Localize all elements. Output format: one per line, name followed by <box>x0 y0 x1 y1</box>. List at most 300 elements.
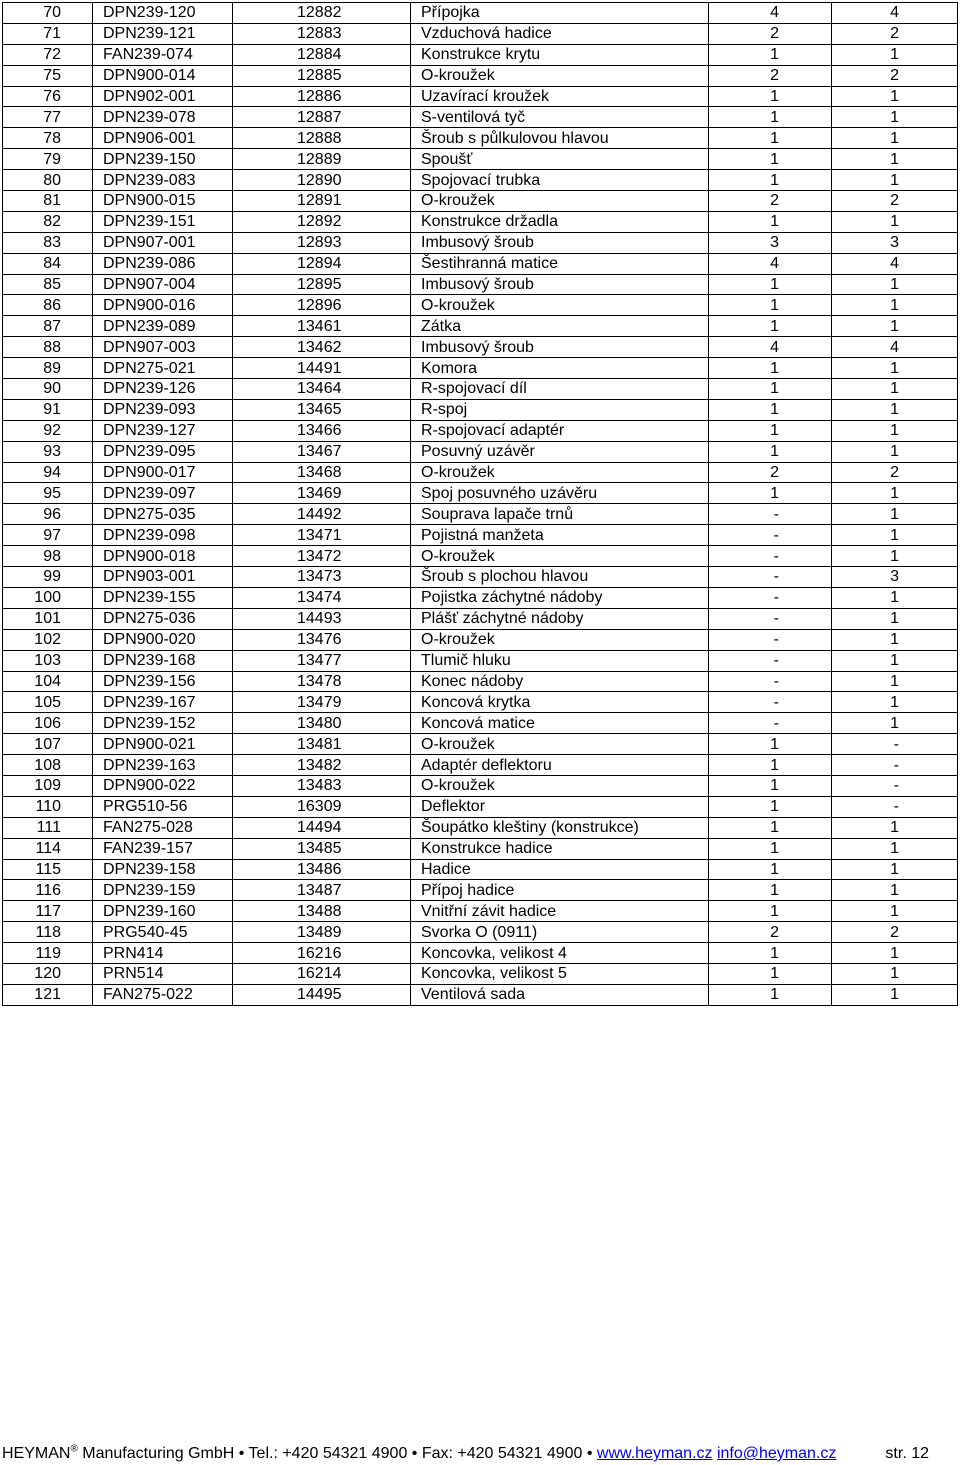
cell-qty-a: - <box>709 650 832 671</box>
footer-company: HEYMAN <box>2 1445 71 1462</box>
cell-qty-a: 1 <box>709 316 832 337</box>
page-footer <box>2 1443 957 1465</box>
cell-position: 98 <box>3 546 93 567</box>
cell-position: 72 <box>3 44 93 65</box>
cell-position: 92 <box>3 420 93 441</box>
cell-qty-a: - <box>709 525 832 546</box>
cell-order-number: 12893 <box>233 232 411 253</box>
cell-qty-b: 1 <box>832 713 958 734</box>
cell-qty-b: 4 <box>832 337 958 358</box>
cell-part-code: DPN239-093 <box>93 399 233 420</box>
cell-qty-a: - <box>709 587 832 608</box>
cell-qty-b: 1 <box>832 650 958 671</box>
table-row <box>3 337 958 358</box>
cell-position: 91 <box>3 399 93 420</box>
cell-description: R-spojovací díl <box>411 379 709 400</box>
cell-description: R-spoj <box>411 399 709 420</box>
cell-part-code: DPN239-152 <box>93 713 233 734</box>
cell-order-number: 13461 <box>233 316 411 337</box>
cell-description: Šestihranná matice <box>411 253 709 274</box>
table-row <box>3 880 958 901</box>
cell-part-code: DPN239-151 <box>93 211 233 232</box>
cell-order-number: 13480 <box>233 713 411 734</box>
cell-qty-b: 1 <box>832 379 958 400</box>
cell-qty-b: 1 <box>832 86 958 107</box>
cell-part-code: DPN239-086 <box>93 253 233 274</box>
cell-order-number: 14495 <box>233 984 411 1005</box>
cell-description: Koncová matice <box>411 713 709 734</box>
cell-order-number: 12889 <box>233 149 411 170</box>
cell-qty-b: 1 <box>832 587 958 608</box>
cell-qty-b: 1 <box>832 211 958 232</box>
cell-part-code: DPN239-078 <box>93 107 233 128</box>
cell-description: O-kroužek <box>411 462 709 483</box>
table-row <box>3 3 958 24</box>
cell-order-number: 12896 <box>233 295 411 316</box>
cell-order-number: 13474 <box>233 587 411 608</box>
cell-position: 87 <box>3 316 93 337</box>
cell-qty-b: 1 <box>832 274 958 295</box>
cell-description: Přípoj hadice <box>411 880 709 901</box>
cell-description: O-kroužek <box>411 775 709 796</box>
cell-qty-b: 1 <box>832 316 958 337</box>
table-row <box>3 128 958 149</box>
cell-description: Imbusový šroub <box>411 232 709 253</box>
table-row <box>3 316 958 337</box>
cell-position: 82 <box>3 211 93 232</box>
cell-part-code: DPN239-126 <box>93 379 233 400</box>
cell-qty-a: 1 <box>709 755 832 776</box>
cell-qty-a: 2 <box>709 23 832 44</box>
cell-description: Spojovací trubka <box>411 170 709 191</box>
cell-position: 107 <box>3 734 93 755</box>
cell-qty-a: 3 <box>709 232 832 253</box>
cell-position: 88 <box>3 337 93 358</box>
table-row <box>3 713 958 734</box>
cell-position: 104 <box>3 671 93 692</box>
footer-contact: Manufacturing GmbH • Tel.: +420 54321 4900 • Fax: +420 54321 4900 • <box>77 1445 593 1462</box>
cell-order-number: 12883 <box>233 23 411 44</box>
cell-order-number: 13482 <box>233 755 411 776</box>
cell-description: Šroub s půlkulovou hlavou <box>411 128 709 149</box>
cell-description: R-spojovací adaptér <box>411 420 709 441</box>
cell-position: 79 <box>3 149 93 170</box>
cell-description: Konstrukce držadla <box>411 211 709 232</box>
table-row <box>3 629 958 650</box>
cell-part-code: DPN239-120 <box>93 3 233 24</box>
cell-qty-b: - <box>832 775 958 796</box>
cell-position: 78 <box>3 128 93 149</box>
cell-qty-b: 1 <box>832 901 958 922</box>
cell-position: 100 <box>3 587 93 608</box>
table-row <box>3 232 958 253</box>
cell-order-number: 13481 <box>233 734 411 755</box>
footer-email-link[interactable]: info@heyman.cz <box>716 1445 837 1462</box>
cell-description: Imbusový šroub <box>411 274 709 295</box>
cell-order-number: 12886 <box>233 86 411 107</box>
cell-description: O-kroužek <box>411 191 709 212</box>
cell-part-code: DPN900-021 <box>93 734 233 755</box>
table-row <box>3 253 958 274</box>
cell-order-number: 12884 <box>233 44 411 65</box>
cell-position: 95 <box>3 483 93 504</box>
table-row <box>3 943 958 964</box>
cell-description: Imbusový šroub <box>411 337 709 358</box>
cell-qty-a: 1 <box>709 211 832 232</box>
table-row <box>3 755 958 776</box>
table-row <box>3 462 958 483</box>
cell-position: 115 <box>3 859 93 880</box>
cell-position: 108 <box>3 755 93 776</box>
cell-order-number: 14491 <box>233 358 411 379</box>
cell-part-code: DPN900-016 <box>93 295 233 316</box>
cell-description: Deflektor <box>411 796 709 817</box>
table-row <box>3 734 958 755</box>
table-row <box>3 295 958 316</box>
cell-part-code: DPN239-095 <box>93 441 233 462</box>
cell-position: 117 <box>3 901 93 922</box>
cell-qty-b: - <box>832 796 958 817</box>
cell-part-code: FAN239-074 <box>93 44 233 65</box>
cell-qty-a: 1 <box>709 399 832 420</box>
table-row <box>3 901 958 922</box>
cell-part-code: DPN239-150 <box>93 149 233 170</box>
cell-part-code: DPN907-001 <box>93 232 233 253</box>
cell-description: Tlumič hluku <box>411 650 709 671</box>
cell-order-number: 12885 <box>233 65 411 86</box>
cell-part-code: DPN239-159 <box>93 880 233 901</box>
footer-page-number: str. 12 <box>885 1445 929 1462</box>
cell-position: 89 <box>3 358 93 379</box>
table-row <box>3 796 958 817</box>
table-row <box>3 441 958 462</box>
cell-position: 97 <box>3 525 93 546</box>
table-row <box>3 504 958 525</box>
cell-position: 75 <box>3 65 93 86</box>
cell-qty-a: 1 <box>709 796 832 817</box>
cell-part-code: PRG510-56 <box>93 796 233 817</box>
cell-qty-a: - <box>709 567 832 588</box>
table-row <box>3 671 958 692</box>
cell-description: O-kroužek <box>411 65 709 86</box>
cell-description: O-kroužek <box>411 734 709 755</box>
cell-position: 109 <box>3 775 93 796</box>
cell-order-number: 16309 <box>233 796 411 817</box>
cell-order-number: 12894 <box>233 253 411 274</box>
cell-qty-b: 1 <box>832 984 958 1005</box>
cell-order-number: 12892 <box>233 211 411 232</box>
table-row <box>3 608 958 629</box>
cell-order-number: 16214 <box>233 963 411 984</box>
cell-description: Pojistka záchytné nádoby <box>411 587 709 608</box>
cell-qty-b: 1 <box>832 963 958 984</box>
cell-position: 84 <box>3 253 93 274</box>
cell-part-code: PRG540-45 <box>93 922 233 943</box>
cell-qty-a: 1 <box>709 128 832 149</box>
cell-qty-a: 2 <box>709 922 832 943</box>
cell-position: 86 <box>3 295 93 316</box>
cell-position: 77 <box>3 107 93 128</box>
cell-position: 114 <box>3 838 93 859</box>
table-row <box>3 587 958 608</box>
cell-qty-a: 1 <box>709 984 832 1005</box>
table-row <box>3 963 958 984</box>
cell-order-number: 13488 <box>233 901 411 922</box>
cell-qty-a: 2 <box>709 191 832 212</box>
cell-qty-a: 1 <box>709 379 832 400</box>
cell-description: Uzavírací kroužek <box>411 86 709 107</box>
cell-part-code: DPN902-001 <box>93 86 233 107</box>
cell-position: 116 <box>3 880 93 901</box>
table-row <box>3 399 958 420</box>
cell-order-number: 13485 <box>233 838 411 859</box>
parts-table-body <box>3 3 958 1006</box>
table-row <box>3 546 958 567</box>
cell-part-code: DPN275-036 <box>93 608 233 629</box>
cell-qty-a: 1 <box>709 943 832 964</box>
cell-qty-a: 1 <box>709 901 832 922</box>
cell-part-code: DPN906-001 <box>93 128 233 149</box>
table-row <box>3 859 958 880</box>
cell-qty-b: 1 <box>832 420 958 441</box>
cell-order-number: 12888 <box>233 128 411 149</box>
cell-position: 110 <box>3 796 93 817</box>
cell-qty-b: 3 <box>832 232 958 253</box>
cell-description: Konec nádoby <box>411 671 709 692</box>
cell-description: Plášť záchytné nádoby <box>411 608 709 629</box>
cell-description: Svorka O (0911) <box>411 922 709 943</box>
cell-qty-a: 1 <box>709 149 832 170</box>
cell-order-number: 13472 <box>233 546 411 567</box>
cell-part-code: DPN239-163 <box>93 755 233 776</box>
cell-qty-b: 1 <box>832 295 958 316</box>
table-row <box>3 525 958 546</box>
cell-part-code: DPN239-160 <box>93 901 233 922</box>
cell-position: 83 <box>3 232 93 253</box>
cell-part-code: DPN900-017 <box>93 462 233 483</box>
cell-qty-a: 4 <box>709 3 832 24</box>
cell-description: Ventilová sada <box>411 984 709 1005</box>
cell-position: 105 <box>3 692 93 713</box>
cell-qty-b: 1 <box>832 629 958 650</box>
cell-description: Spoušť <box>411 149 709 170</box>
table-row <box>3 817 958 838</box>
cell-qty-a: 1 <box>709 107 832 128</box>
cell-position: 94 <box>3 462 93 483</box>
cell-description: Hadice <box>411 859 709 880</box>
cell-description: Spoj posuvného uzávěru <box>411 483 709 504</box>
cell-qty-a: 4 <box>709 337 832 358</box>
cell-description: Vnitřní závit hadice <box>411 901 709 922</box>
cell-description: O-kroužek <box>411 629 709 650</box>
cell-order-number: 13486 <box>233 859 411 880</box>
cell-qty-a: 1 <box>709 441 832 462</box>
cell-position: 119 <box>3 943 93 964</box>
cell-qty-b: 4 <box>832 3 958 24</box>
cell-order-number: 16216 <box>233 943 411 964</box>
cell-qty-a: 4 <box>709 253 832 274</box>
cell-order-number: 14494 <box>233 817 411 838</box>
cell-qty-a: 1 <box>709 358 832 379</box>
cell-description: Posuvný uzávěr <box>411 441 709 462</box>
cell-qty-b: 1 <box>832 817 958 838</box>
cell-part-code: DPN239-098 <box>93 525 233 546</box>
cell-qty-b: 1 <box>832 525 958 546</box>
table-row <box>3 692 958 713</box>
table-row <box>3 922 958 943</box>
cell-part-code: FAN275-028 <box>93 817 233 838</box>
cell-description: Pojistná manžeta <box>411 525 709 546</box>
cell-description: O-kroužek <box>411 546 709 567</box>
cell-description: Zátka <box>411 316 709 337</box>
cell-qty-a: - <box>709 692 832 713</box>
cell-qty-b: 2 <box>832 65 958 86</box>
table-row <box>3 420 958 441</box>
cell-description: Vzduchová hadice <box>411 23 709 44</box>
cell-qty-a: - <box>709 504 832 525</box>
cell-description: S-ventilová tyč <box>411 107 709 128</box>
cell-position: 111 <box>3 817 93 838</box>
cell-qty-b: 1 <box>832 504 958 525</box>
table-row <box>3 379 958 400</box>
cell-part-code: DPN239-121 <box>93 23 233 44</box>
cell-part-code: DPN275-021 <box>93 358 233 379</box>
table-row <box>3 86 958 107</box>
cell-position: 70 <box>3 3 93 24</box>
cell-order-number: 12895 <box>233 274 411 295</box>
cell-order-number: 13469 <box>233 483 411 504</box>
cell-qty-b: 1 <box>832 943 958 964</box>
cell-description: Konstrukce krytu <box>411 44 709 65</box>
cell-qty-b: 4 <box>832 253 958 274</box>
cell-description: Koncovka, velikost 4 <box>411 943 709 964</box>
cell-qty-a: 1 <box>709 86 832 107</box>
table-row <box>3 107 958 128</box>
cell-position: 80 <box>3 170 93 191</box>
cell-qty-b: - <box>832 734 958 755</box>
cell-part-code: DPN275-035 <box>93 504 233 525</box>
cell-qty-a: 1 <box>709 734 832 755</box>
cell-qty-b: 1 <box>832 483 958 504</box>
cell-description: O-kroužek <box>411 295 709 316</box>
cell-description: Konstrukce hadice <box>411 838 709 859</box>
table-row <box>3 567 958 588</box>
cell-part-code: PRN514 <box>93 963 233 984</box>
table-row <box>3 191 958 212</box>
table-row <box>3 984 958 1005</box>
cell-qty-a: - <box>709 671 832 692</box>
cell-qty-a: 1 <box>709 859 832 880</box>
cell-qty-b: - <box>832 755 958 776</box>
table-row <box>3 838 958 859</box>
cell-order-number: 14492 <box>233 504 411 525</box>
cell-position: 71 <box>3 23 93 44</box>
cell-qty-b: 2 <box>832 23 958 44</box>
cell-position: 102 <box>3 629 93 650</box>
cell-qty-a: - <box>709 608 832 629</box>
cell-qty-a: - <box>709 713 832 734</box>
cell-part-code: DPN903-001 <box>93 567 233 588</box>
cell-order-number: 13471 <box>233 525 411 546</box>
cell-description: Přípojka <box>411 3 709 24</box>
cell-order-number: 12891 <box>233 191 411 212</box>
cell-qty-a: 1 <box>709 775 832 796</box>
cell-qty-b: 1 <box>832 692 958 713</box>
cell-order-number: 13483 <box>233 775 411 796</box>
cell-order-number: 13462 <box>233 337 411 358</box>
cell-qty-b: 2 <box>832 922 958 943</box>
cell-position: 120 <box>3 963 93 984</box>
cell-part-code: DPN907-003 <box>93 337 233 358</box>
table-row <box>3 483 958 504</box>
table-row <box>3 170 958 191</box>
cell-order-number: 12882 <box>233 3 411 24</box>
cell-part-code: FAN275-022 <box>93 984 233 1005</box>
cell-order-number: 13467 <box>233 441 411 462</box>
cell-qty-a: 1 <box>709 295 832 316</box>
cell-order-number: 13479 <box>233 692 411 713</box>
cell-part-code: DPN239-127 <box>93 420 233 441</box>
cell-order-number: 13465 <box>233 399 411 420</box>
cell-part-code: DPN239-168 <box>93 650 233 671</box>
cell-qty-b: 1 <box>832 838 958 859</box>
cell-part-code: PRN414 <box>93 943 233 964</box>
cell-position: 96 <box>3 504 93 525</box>
cell-qty-a: 2 <box>709 65 832 86</box>
cell-position: 93 <box>3 441 93 462</box>
table-row <box>3 358 958 379</box>
cell-part-code: DPN239-083 <box>93 170 233 191</box>
cell-position: 81 <box>3 191 93 212</box>
table-row <box>3 775 958 796</box>
table-row <box>3 149 958 170</box>
cell-part-code: DPN900-015 <box>93 191 233 212</box>
cell-qty-a: 1 <box>709 274 832 295</box>
cell-qty-a: 1 <box>709 963 832 984</box>
table-row <box>3 23 958 44</box>
cell-position: 103 <box>3 650 93 671</box>
cell-qty-b: 1 <box>832 149 958 170</box>
footer-registered-mark: ® <box>70 1443 78 1455</box>
cell-description: Souprava lapače trnů <box>411 504 709 525</box>
cell-position: 76 <box>3 86 93 107</box>
cell-order-number: 13487 <box>233 880 411 901</box>
cell-part-code: DPN239-158 <box>93 859 233 880</box>
cell-order-number: 13478 <box>233 671 411 692</box>
cell-qty-b: 1 <box>832 859 958 880</box>
cell-position: 118 <box>3 922 93 943</box>
cell-part-code: DPN900-022 <box>93 775 233 796</box>
cell-position: 90 <box>3 379 93 400</box>
cell-order-number: 12887 <box>233 107 411 128</box>
cell-part-code: DPN239-155 <box>93 587 233 608</box>
cell-qty-a: 1 <box>709 170 832 191</box>
cell-qty-a: 1 <box>709 44 832 65</box>
cell-qty-b: 1 <box>832 546 958 567</box>
cell-order-number: 13489 <box>233 922 411 943</box>
cell-qty-b: 1 <box>832 671 958 692</box>
table-row <box>3 274 958 295</box>
cell-position: 106 <box>3 713 93 734</box>
footer-website-link[interactable]: www.heyman.cz <box>596 1445 713 1462</box>
cell-qty-b: 2 <box>832 191 958 212</box>
cell-order-number: 13473 <box>233 567 411 588</box>
cell-qty-a: 1 <box>709 880 832 901</box>
table-row <box>3 44 958 65</box>
cell-qty-b: 2 <box>832 462 958 483</box>
cell-order-number: 13466 <box>233 420 411 441</box>
cell-qty-b: 1 <box>832 880 958 901</box>
